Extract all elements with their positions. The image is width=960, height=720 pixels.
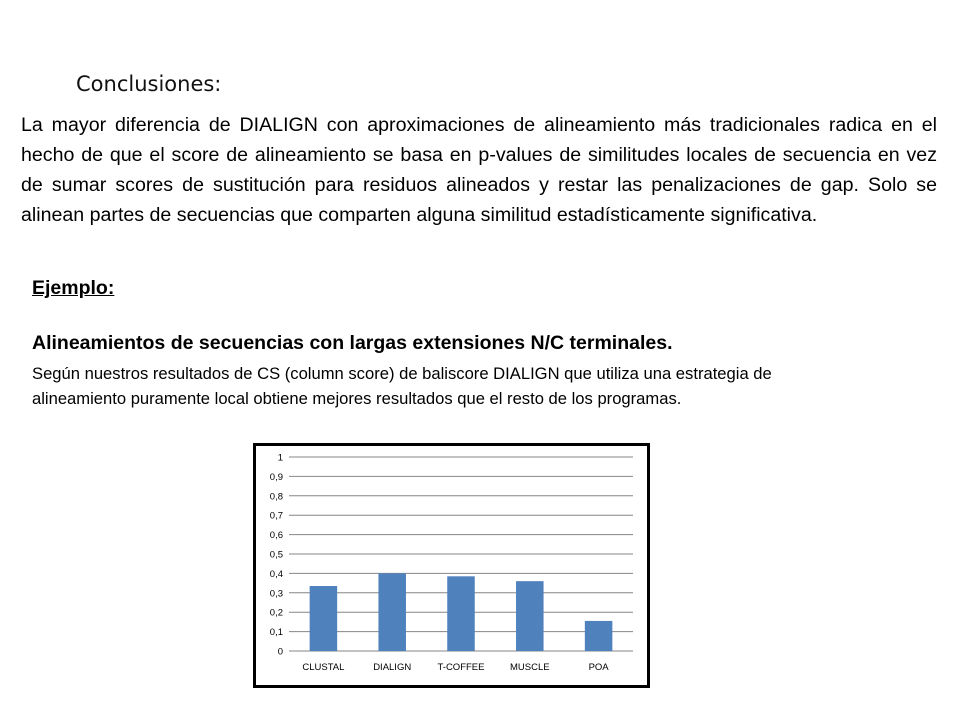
bar-muscle [516, 581, 544, 651]
y-tick-label: 1 [277, 452, 283, 464]
bar-t-coffee [447, 576, 475, 651]
conclusion-paragraph: La mayor diferencia de DIALIGN con aproximaciones de alineamiento más tradicionales radica en el hecho de que el score de alineamiento se basa en p-values de similitudes locales de secuencia en vez de sumar scores de sustitución para residuos alineados y restar las penalizaciones de gap. Solo se alinean partes de secuencias que comparten alguna similitud estadísticamente significativa. [21, 114, 937, 226]
bar-chart [253, 443, 650, 688]
bar-dialign [378, 573, 406, 651]
x-tick-label: DIALIGN [373, 662, 412, 673]
example-subheading: Alineamientos de secuencias con largas extensiones N/C terminales. [32, 332, 673, 354]
y-tick-label: 0,3 [269, 588, 283, 600]
x-tick-label: T-COFFEE [437, 662, 485, 673]
example-description: Según nuestros resultados de CS (column score) de baliscore DIALIGN que utiliza una estrategia de alineamiento puramente local obtiene mejores resultados que el resto de los programas. [32, 364, 772, 408]
example-label: Ejemplo: [32, 277, 115, 299]
y-tick-label: 0,7 [269, 510, 283, 522]
x-tick-label: CLUSTAL [302, 662, 345, 673]
y-tick-label: 0,6 [269, 530, 283, 542]
x-tick-label: MUSCLE [510, 662, 550, 673]
y-tick-label: 0,8 [269, 491, 283, 503]
y-tick-label: 0,5 [269, 549, 283, 561]
y-tick-label: 0,9 [269, 471, 283, 483]
x-tick-label: POA [588, 662, 609, 673]
y-tick-label: 0,2 [269, 607, 283, 619]
y-tick-label: 0,4 [269, 568, 283, 580]
y-tick-label: 0 [277, 646, 283, 658]
bar-chart-svg [256, 446, 647, 685]
bar-clustal [310, 586, 338, 651]
bar-poa [585, 621, 613, 651]
y-tick-label: 0,1 [269, 627, 283, 639]
slide-heading: Conclusiones: [76, 72, 222, 96]
